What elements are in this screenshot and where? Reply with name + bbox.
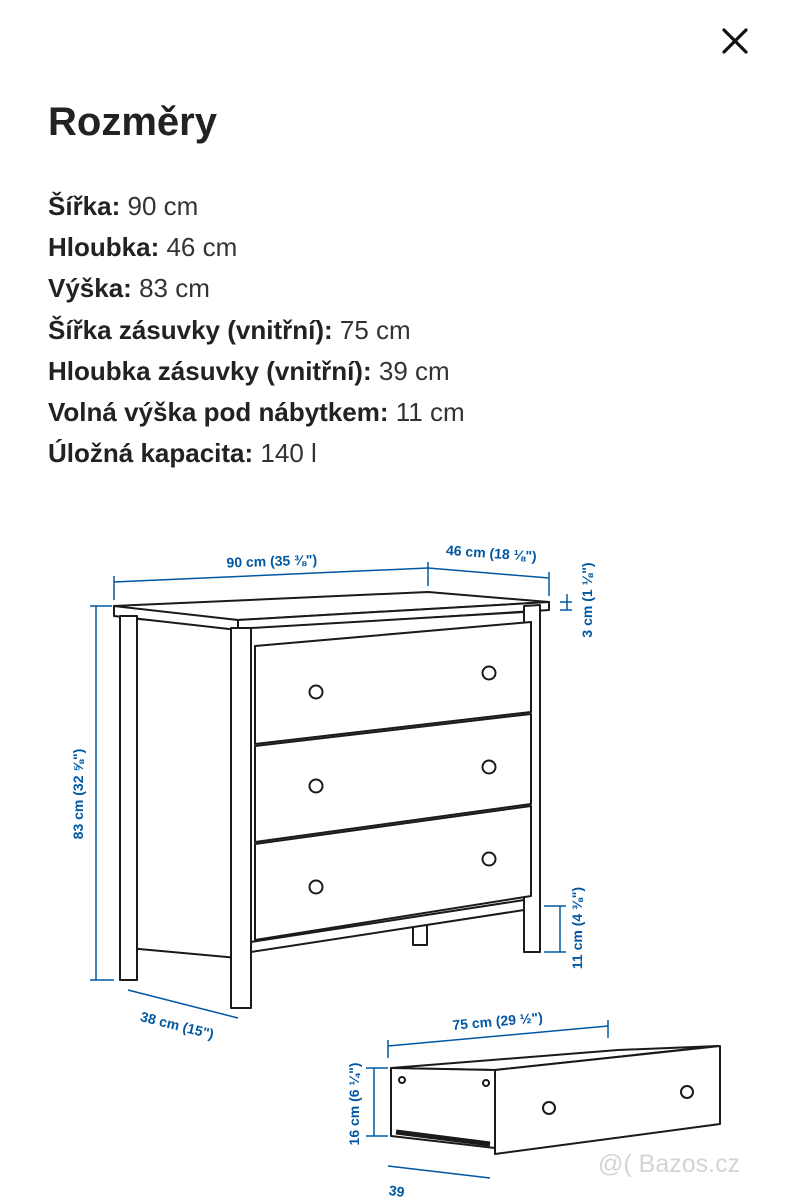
drawer-knob — [483, 853, 496, 866]
dresser-leg-front-left — [120, 616, 137, 980]
spec-row-depth — [48, 227, 465, 268]
spec-value: 83 cm — [139, 273, 210, 304]
drawer-screw — [483, 1080, 489, 1086]
spec-row-drawer-width — [48, 310, 465, 351]
dim-label-drawer-height: 16 cm (6 ¼") — [346, 1062, 362, 1146]
dim-label-side-depth: 38 cm (15") — [138, 1008, 216, 1042]
close-icon — [721, 27, 749, 55]
spec-value: 75 cm — [339, 314, 411, 345]
spec-row-capacity — [48, 433, 465, 474]
spec-row-drawer-depth — [48, 351, 465, 392]
spec-list — [48, 186, 465, 474]
drawer-detail-illustration — [391, 1046, 720, 1154]
spec-row-width — [48, 186, 465, 227]
dim-label-top-thickness: 3 cm (1 ⅛") — [579, 562, 595, 638]
dim-label-height: 83 cm (32 ⅝") — [70, 748, 86, 840]
dim-label-leg-clearance: 11 cm (4 ⅜") — [569, 886, 585, 970]
drawer-knob — [310, 881, 323, 894]
dimension-drawing — [0, 520, 791, 1200]
dim-label-width: 90 cm (35 ⅜") — [226, 551, 318, 571]
dresser-side-panel — [128, 618, 238, 958]
drawer-knob — [483, 761, 496, 774]
dresser-leg-back-middle — [413, 925, 427, 945]
spec-value: 140 l — [260, 438, 317, 469]
dresser-illustration — [114, 592, 549, 1008]
spec-value: 46 cm — [166, 232, 238, 263]
drawer-knob — [310, 780, 323, 793]
dim-label-depth: 46 cm (18 ⅛") — [445, 541, 538, 565]
spec-row-height — [48, 268, 465, 309]
spec-value: 11 cm — [395, 397, 465, 428]
dresser-leg-front-right — [231, 628, 251, 1008]
spec-label: Hloubka: — [48, 232, 160, 263]
drawer-knob — [483, 667, 496, 680]
spec-label: Šířka zásuvky (vnitřní): — [48, 314, 333, 345]
spec-label: Volná výška pod nábytkem: — [48, 397, 389, 428]
spec-value: 90 cm — [127, 191, 199, 221]
spec-row-clearance — [48, 392, 465, 433]
watermark: @( Bazos.cz — [598, 1150, 741, 1178]
spec-label: Úložná kapacita: — [48, 438, 254, 469]
drawer-knob — [681, 1086, 693, 1098]
spec-value: 39 cm — [378, 355, 450, 386]
spec-label: Šířka: — [48, 191, 121, 221]
drawer-knob — [543, 1102, 555, 1114]
close-button[interactable] — [712, 18, 758, 64]
spec-label: Výška: — [48, 273, 132, 304]
dim-label-drawer-width: 75 cm (29 ½") — [451, 1009, 544, 1033]
drawer-knob — [310, 686, 323, 699]
spec-label: Hloubka zásuvky (vnitřní): — [48, 355, 372, 386]
dim-label-drawer-depth: 39 — [387, 1182, 406, 1200]
page-title: Rozměry — [48, 100, 217, 144]
drawer-screw — [399, 1077, 405, 1083]
